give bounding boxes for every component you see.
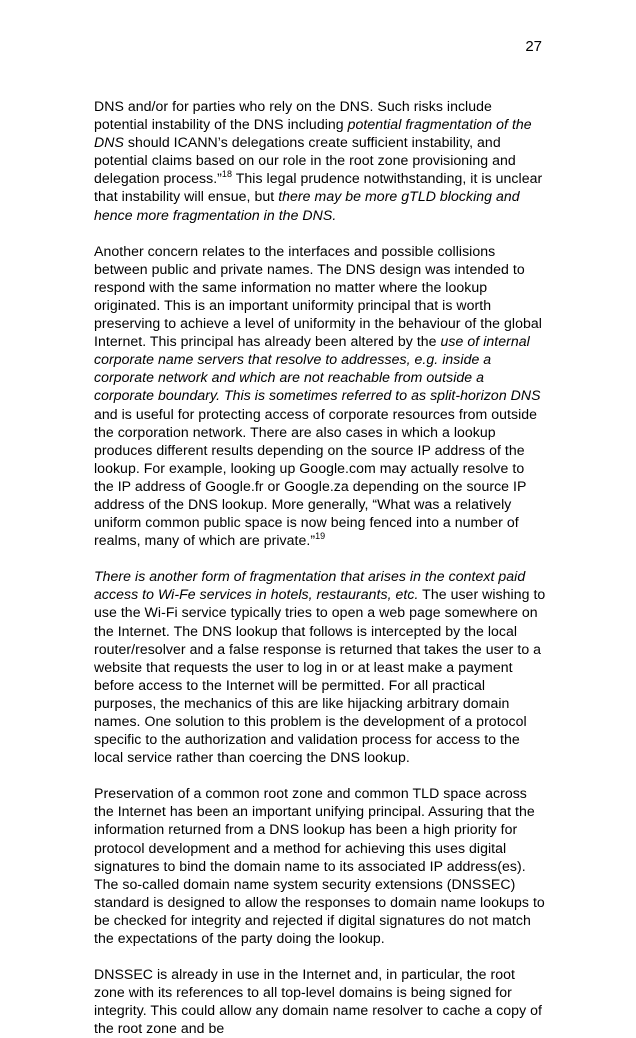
text-run: DNSSEC is already in use in the Internet and, in particular, the root zone with its references to all top-level domains is being signed for integrity. This could allow any domain name resolver to cache a copy of the root zone and be: [94, 966, 542, 1037]
text-run: DNS and/or for parties who rely on the DNS. Such risks include potential instability of the DNS including: [94, 98, 492, 133]
paragraph-1: [94, 97, 546, 224]
text-run: This legal prudence notwithstanding, it is unclear that instability will ensue, but: [94, 170, 543, 205]
paragraph-5: [94, 965, 546, 1037]
text-run: Preservation of a common root zone and common TLD space across the Internet has been an important unifying principal. Assuring that the information returned from a DNS lookup has been a high priority for protocol development and a method for achieving this uses digital signatures to bind the domain name to its associated IP address(es). The so-called domain name system security extensions (DNSSEC) standard is designed to allow the responses to domain name lookups to be checked for integrity and rejected if digital signatures do not match the expectations of the party doing the lookup.: [94, 785, 545, 947]
italic-text: There is another form of fragmentation that arises in the context paid access to Wi-Fe services in hotels, restaurants, etc.: [94, 568, 526, 603]
text-run: Another concern relates to the interfaces and possible collisions between public and private names. The DNS design was intended to respond with the same information no matter where the lookup originated. This is an important uniformity principal that is worth preserving to achieve a level of uniformity in the behaviour of the global Internet. This principal has already been altered by the: [94, 242, 542, 350]
footnote-marker: 18: [221, 169, 233, 180]
footnote-marker: 19: [315, 531, 326, 542]
page-number: 27: [525, 38, 542, 55]
italic-text: there may be more gTLD blocking and hence more fragmentation in the DNS.: [94, 188, 520, 223]
body-text: [94, 97, 546, 1038]
text-run: and is useful for protecting access of corporate resources from outside the corporation network. There are also cases in which a lookup produces different results depending on the source IP address of the lookup. For example, looking up Google.com may actually resolve to the IP address of Google.fr or Google.za depending on the source IP address of the DNS lookup. More generally, “What was a relatively uniform common public space is now being fenced into a number of realms, many of which are private.”: [94, 405, 538, 549]
text-run: should ICANN’s delegations create sufficient instability, and potential claims based on our role in the root zone provisioning and delegation process.”: [94, 134, 516, 187]
italic-text: use of internal corporate name servers that resolve to addresses, e.g. inside a corporate network and which are not reachable from outside a corporate boundary. This is sometimes referred to as split-horizon DNS: [94, 333, 541, 404]
paragraph-2: [94, 242, 546, 550]
paragraph-3: [94, 567, 546, 766]
paragraph-4: [94, 784, 546, 947]
text-run: The user wishing to use the Wi-Fi service typically tries to open a web page somewhere on the Internet. The DNS lookup that follows is intercepted by the local router/resolver and a false response is returned that takes the user to a website that requests the user to log in or at least make a payment before access to the Internet will be permitted. For all practical purposes, the mechanics of this are like hijacking arbitrary domain names. One solution to this problem is the development of a protocol specific to the authorization and validation process for access to the local service rather than coercing the DNS lookup.: [94, 586, 546, 766]
italic-text: potential fragmentation of the DNS: [94, 116, 532, 151]
